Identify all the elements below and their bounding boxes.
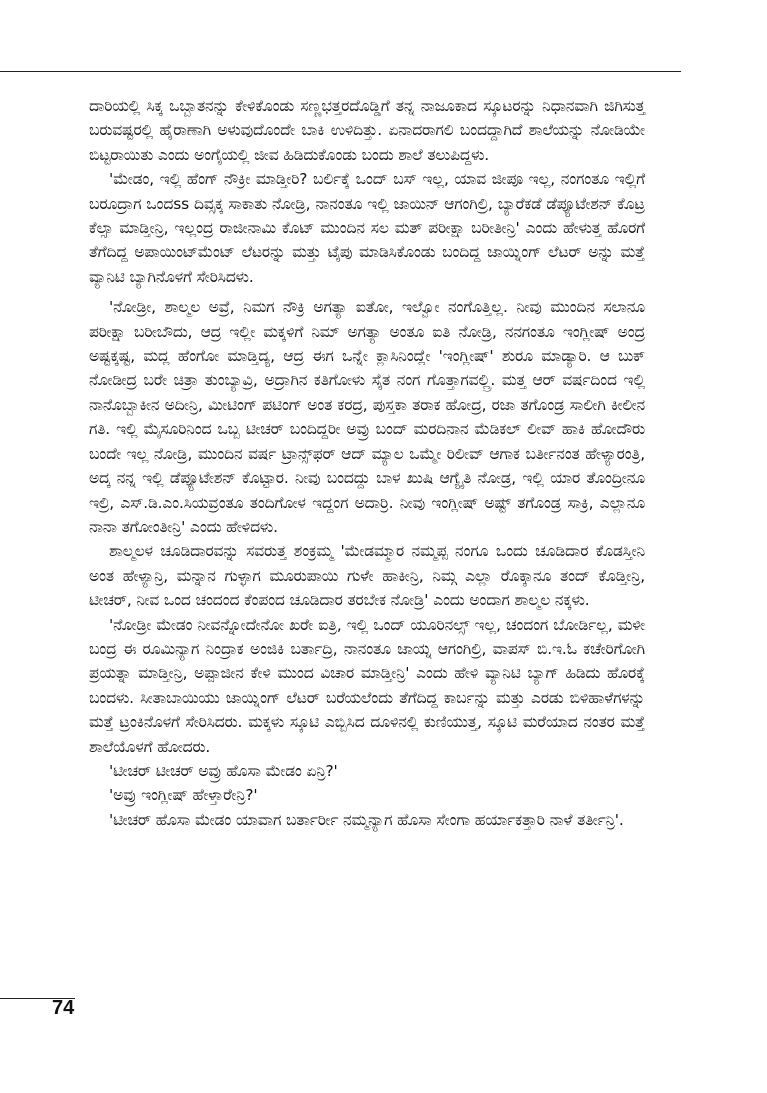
paragraph-1: ದಾರಿಯಲ್ಲಿ ಸಿಕ್ಕ ಒಬ್ಬಾತನನ್ನು ಕೇಳಿಕೊಂಡು ಸಣ್ಣಭತ್ತರದೊಡ್ಡಿಗೆ ತನ್ನ ನಾಜೂಕಾದ ಸ್ಕೂಟರನ್ನು ನಿಧಾನವಾಗಿ ಜಿಗಿಸುತ್ತ ಬರುವಷ್ಟರಲ್ಲಿ ಹೈರಾಣಾಗಿ ಅಳುವುದೊಂದೇ ಬಾಕಿ ಉಳಿದಿತ್ತು. ಏನಾದರಾಗಲಿ ಬಂದದ್ದಾಗಿದೆ ಶಾಲೆಯನ್ನು ನೋಡಿಯೇ ಬಿಟ್ಟರಾಯಿತು ಎಂದು ಅಂಗೈಯಲ್ಲಿ ಜೀವ ಹಿಡಿದುಕೊಂಡು ಬಂದು ಶಾಲೆ ತಲುಪಿದ್ದಳು. bbox=[89, 97, 645, 164]
paragraph-7: 'ಅವ್ರು ಇಂಗ್ಲೀಷ್ ಹೇಳ್ತಾರೇನ್ರಿ?' bbox=[109, 786, 258, 805]
paragraph-8: 'ಟೀಚರ್ ಹೊಸಾ ಮೇಡಂ ಯಾವಾಗ ಬರ್ತಾರ್ರೀ ನಮ್ಮನ್ಯಾಗ ಹೊಸಾ ಸೇಂಗಾ ಹರ್ಯಾಕತ್ತಾರಿ ನಾಳೆ ತರ್ತೀನ್ರಿ'. bbox=[109, 810, 624, 829]
header-rule bbox=[0, 71, 681, 72]
paragraph-4: ಶಾಲ್ಮಲಳ ಚೂಡಿದಾರವನ್ನು ಸವರುತ್ತ ಶಂಕ್ರಮ್ಮ 'ಮೇಡಮ್ಮಾರ ನಮ್ಮಪ್ಪ ನಂಗೂ ಒಂದು ಚೂಡಿದಾರ ಕೊಡಸ್ತೀನಿ ಅಂತ ಹೇಳ್ಯಾನ್ರಿ, ಮನ್ನಾನ ಗುಳ್ಳಾಗ ಮೂರುಪಾಯಿ ಗುಳೇ ಹಾಕೀನ್ರಿ, ನಿಮ್ಗ ಎಲ್ಲಾ ರೊಕ್ಕಾನೂ ತಂದ್ ಕೊಡ್ತೀನ್ರಿ, ಟೀಚರ್, ನೀವ ಒಂದ ಚಂದಂದ ಕೆಂಪಂದ ಚೂಡಿದಾರ ತರಬೇಕ ನೋಡ್ರಿ' ಎಂದು ಅಂದಾಗ ಶಾಲ್ಮಲ ನಕ್ಕಳು. bbox=[89, 542, 645, 610]
paragraph-5: 'ನೋಡ್ರೀ ಮೇಡಂ ನೀವನ್ನೋದೇನೋ ಖರೇ ಐತ್ರಿ, ಇಲ್ಲಿ ಒಂದ್ ಯೂರಿನಲ್ಸ್ ಇಲ್ಲ, ಚಂದಂಗ ಬೋರ್ಡಿಲ್ಲ, ಮಳೀ ಬಂದ್ರ ಈ ರೂಮಿನ್ಯಾಗ ನಿಂದ್ರಾಕ ಅಂಜಿಕಿ ಬರ್ತಾದ್ರಿ, ನಾನಂತೂ ಜಾಯ್ನ ಆಗಂಗಿಲ್ರಿ, ವಾಪಸ್ ಬಿ.ಇ.ಓ ಕಚೇರಿಗೋಗಿ ಪ್ರಯತ್ನಾ ಮಾಡ್ತೀನ್ರಿ, ಅಪ್ಪಾಜೀನ ಕೇಳಿ ಮುಂದ ವಿಚಾರ ಮಾಡ್ತೀನ್ರಿ' ಎಂದು ಹೇಳಿ ವ್ಯಾನಿಟಿ ಬ್ಯಾಗ್ ಹಿಡಿದು ಹೊರಕ್ಕೆ ಬಂದಳು. ಸೀತಾಬಾಯಿಯು ಜಾಯ್ನಿಂಗ್ ಲೆಟರ್ ಬರೆಯಲೆಂದು ತೆಗೆದಿದ್ದ ಕಾರ್ಬನ್ನು ಮತ್ತು ಎರಡು ಬಿಳಿಹಾಳೆಗಳನ್ನು ಮತ್ತೆ ಟ್ರಂಕಿನೊಳಗೆ ಸೇರಿಸಿದರು. ಮಕ್ಕಳು ಸ್ಕೂಟಿ ಎಬ್ಬಿಸಿದ ದೂಳಿನಲ್ಲಿ ಕುಣಿಯುತ್ತ, ಸ್ಕೂಟಿ ಮರೆಯಾದ ನಂತರ ಮತ್ತೆ ಶಾಲೆಯೊಳಗೆ ಹೋದರು. bbox=[89, 615, 645, 756]
page-number: 74 bbox=[52, 997, 75, 1019]
paragraph-3: 'ನೋಡ್ರೀ, ಶಾಲ್ಮಲ ಅವ್ರೆ, ನಿಮಗ ನೌಕ್ರಿ ಅಗತ್ಯಾ ಐತೋ, ಇಲ್ವೋ ನಂಗೊತ್ತಿಲ್ಲ. ನೀವು ಮುಂದಿನ ಸಲಾನೂ ಪರೀಕ್ಷಾ ಬರೀಬೌದು, ಆದ್ರ ಇಲ್ಲೀ ಮಕ್ಕಳಿಗೆ ನಿಮ್ ಅಗತ್ಯಾ ಅಂತೂ ಐತಿ ನೋಡ್ರಿ, ನನಗಂತೂ ಇಂಗ್ಲೀಷ್ ಅಂದ್ರ ಅಷ್ಟಕ್ಕಷ್ಟ, ಮದ್ಲ ಹೆಂಗೋ ಮಾಡ್ತಿದ್ಯ, ಆದ್ರ ಈಗ ಒನ್ನೇ ಕ್ಲಾಸಿನಿಂದ್ಲೇ 'ಇಂಗ್ಲೀಷ್' ಶುರೂ ಮಾಡ್ಯಾರಿ. ಆ ಬುಕ್ ನೋಡೀದ್ರ ಬರೇ ಚಿತ್ರಾ ತುಂಬ್ಯಾವ್ರಿ, ಅದ್ರಾಗಿನ ಕತಿಗೋಳು ಸೈತ ನಂಗ ಗೊತ್ತಾಗವಲ್ಲ್ರಿ. ಮತ್ತ ಆರ್ ವರ್ಷದಿಂದ ಇಲ್ಲಿ ನಾನೊಬ್ಬಾಕೀನ ಅದೀನ್ರಿ, ಮೀಟಿಂಗ್ ಪಟಿಂಗ್ ಅಂತ ಕರದ್ರ, ಪುಸ್ತಕಾ ತರಾಕ ಹೋದ್ರ, ರಜಾ ತಗೊಂಡ್ರ ಸಾಲೀಗಿ ಕೀಲೀನ ಗತಿ. ಇಲ್ಲಿ ಮೈಸೂರಿನಿಂದ ಒಬ್ಬ ಟೀಚರ್ ಬಂದಿದ್ದರೀ ಅವ್ರು ಬಂದ್ ಮರದಿನಾನ ಮೆಡಿಕಲ್ ಲೀವ್ ಹಾಕಿ ಹೋದೌರು ಬಂದೇ ಇಲ್ಲ ನೋಡ್ರಿ, ಮುಂದಿನ ವರ್ಷ ಟ್ರಾನ್ಸ್‌ಫರ್ ಆದ್ ಮ್ಯಾಲ ಒಮ್ಮೇ ರಿಲೀವ್ ಆಗಾಕ ಬರ್ತೀನಂತ ಹೇಳ್ಯಾರಂತ್ರಿ, ಅದ್ಕ ನನ್ನ ಇಲ್ಲಿ ಡೆಪ್ಯೂಟೇಶನ್ ಕೊಟ್ಟಾರ. ನೀವು ಬಂದದ್ದು ಬಾಳ ಖುಷಿ ಆಗ್ಯೈತಿ ನೋಡ್ರ, ಇಲ್ಲಿ ಯಾರ ತೊಂದ್ರೀನೂ ಇಲ್ರಿ, ಎಸ್.ಡಿ.ಎಂ.ಸಿಯವ್ರಂತೂ ತಂದಿಗೋಳ ಇದ್ದಂಗ ಅದಾರ್ರಿ. ನೀವು ಇಂಗ್ಲೀಷ್ ಅಷ್ಟ್ ತಗೊಂಡ್ರ ಸಾಕ್ರಿ, ಎಲ್ಲಾನೂ ನಾನಾ ತಗೋಂತೀನ್ರಿ' ಎಂದು ಹೇಳಿದಳು. bbox=[89, 298, 645, 536]
body-text bbox=[89, 94, 645, 832]
paragraph-6: 'ಟೀಚರ್ ಟೀಚರ್ ಅವ್ರು ಹೊಸಾ ಮೇಡಂ ಏನ್ರಿ?' bbox=[109, 761, 338, 780]
paragraph-2: 'ಮೇಡಂ, ಇಲ್ಲಿ ಹೆಂಗ್ ನೌಕ್ರೀ ಮಾಡ್ತೀರಿ? ಬರ್ಲಿಕ್ಕೆ ಒಂದ್ ಬಸ್ ಇಲ್ಲ, ಯಾವ ಜೀಪೂ ಇಲ್ಲ, ನಂಗಂತೂ ಇಲ್ಲಿಗೆ ಬರೂದ್ರಾಗ ಒಂದss ದಿವ್ಸಕ್ಕ ಸಾಕಾತು ನೋಡ್ರಿ, ನಾನಂತೂ ಇಲ್ಲಿ ಜಾಯಿನ್ ಆಗಂಗಿಲ್ರಿ, ಬ್ಯಾರೆಕಡೆ ಡೆಪ್ಯೂಟೇಶನ್ ಕೊಟ್ರ ಕೆಲ್ಸಾ ಮಾಡ್ತೀನ್ರಿ, ಇಲ್ಲಂದ್ರ ರಾಜೀನಾಮಿ ಕೊಟ್ ಮುಂದಿನ ಸಲ ಮತ್ ಪರೀಕ್ಷಾ ಬರೀತೀನ್ರಿ' ಎಂದು ಹೇಳುತ್ತ ಹೊರಗೆ ತೆಗೆದಿದ್ದ ಅಪಾಯಿಂಟ್‌ಮೆಂಟ್ ಲೆಟರನ್ನು ಮತ್ತು ಟೈಪು ಮಾಡಿಸಿಕೊಂಡು ಬಂದಿದ್ದ ಜಾಯ್ನಿಂಗ್ ಲೆಟರ್ ಅನ್ನು ಮತ್ತೆ ವ್ಯಾನಿಟಿ ಬ್ಯಾಗಿನೊಳಗೆ ಸೇರಿಸಿದಳು. bbox=[89, 170, 645, 286]
